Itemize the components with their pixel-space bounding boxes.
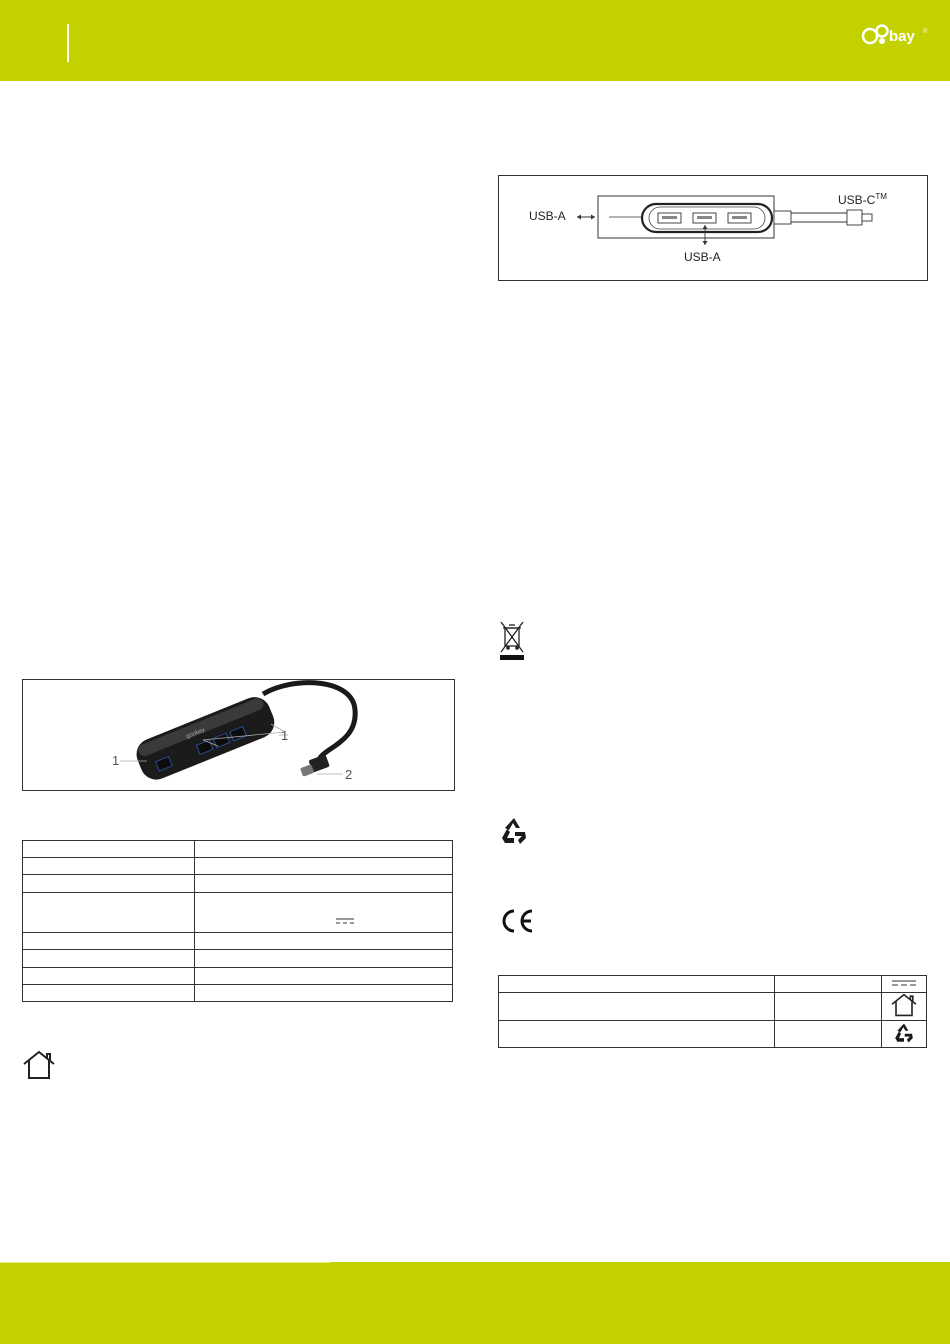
table-cell — [882, 976, 927, 993]
trademark-sup: TM — [875, 192, 887, 201]
table-row — [23, 875, 453, 893]
table-cell — [23, 950, 195, 968]
table-cell — [195, 985, 453, 1002]
table-row — [499, 993, 927, 1021]
recycle-icon — [893, 1022, 915, 1044]
header-divider — [67, 24, 69, 62]
ce-mark-icon — [498, 908, 536, 934]
house-icon — [21, 1050, 57, 1080]
table-cell — [499, 976, 775, 993]
header-bar — [0, 0, 950, 81]
table-row — [23, 950, 453, 968]
product-photo — [22, 679, 455, 791]
table-cell — [23, 933, 195, 950]
table-row — [23, 985, 453, 1002]
goobay-logo-icon — [860, 22, 930, 50]
table-cell — [23, 893, 195, 933]
diagram-label-left: USB-A — [529, 209, 566, 223]
callout-2-connector: 2 — [345, 767, 353, 782]
table-cell — [23, 841, 195, 858]
house-icon — [889, 993, 919, 1017]
callout-1-ports: 1 — [281, 728, 289, 743]
diagram-label-bottom: USB-A — [684, 250, 721, 264]
table-cell — [775, 976, 882, 993]
table-cell — [195, 858, 453, 875]
diagram-label-right-text: USB-C — [838, 193, 876, 207]
table-cell — [775, 1021, 882, 1048]
callout-1-port: 1 — [112, 753, 120, 768]
table-cell — [195, 933, 453, 950]
table-cell — [195, 875, 453, 893]
port-diagram — [498, 175, 928, 281]
table-cell — [499, 993, 775, 1021]
symbols-table — [498, 975, 927, 1048]
table-cell — [775, 993, 882, 1021]
table-cell — [23, 968, 195, 985]
svg-text:bay: bay — [889, 28, 915, 45]
table-cell — [23, 858, 195, 875]
table-cell — [23, 985, 195, 1002]
brand-logo — [860, 22, 930, 50]
table-row — [499, 1021, 927, 1048]
table-cell — [195, 841, 453, 858]
table-cell — [499, 1021, 775, 1048]
table-cell — [195, 950, 453, 968]
footer-bar — [0, 1262, 950, 1344]
table-cell — [195, 893, 453, 933]
svg-text:goobay: goobay — [185, 727, 207, 741]
table-cell — [23, 875, 195, 893]
table-cell — [195, 968, 453, 985]
footer-highlight-line — [0, 1262, 330, 1263]
table-row — [23, 893, 453, 933]
table-row — [23, 933, 453, 950]
crossed-bin-icon — [499, 620, 525, 660]
diagram-label-right — [838, 192, 887, 207]
table-cell — [882, 993, 927, 1021]
table-row — [23, 968, 453, 985]
table-row — [23, 841, 453, 858]
recycle-icon — [499, 816, 529, 846]
table-row — [23, 858, 453, 875]
direct-current-icon — [335, 917, 355, 925]
direct-current-icon — [890, 979, 918, 987]
table-cell — [882, 1021, 927, 1048]
svg-text:®: ® — [923, 29, 928, 35]
usb-hub-illustration — [23, 680, 454, 790]
table-row — [499, 976, 927, 993]
specifications-table — [22, 840, 453, 1002]
